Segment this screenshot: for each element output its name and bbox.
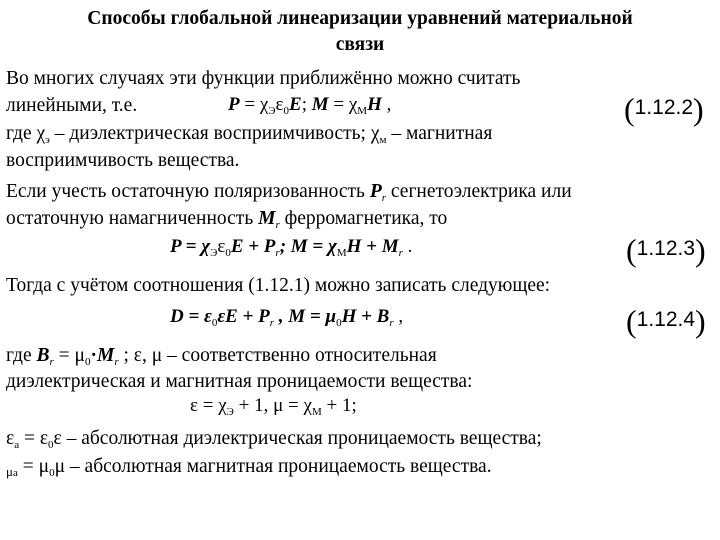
- paragraph-2-line-1: где $\chi_э$ – диэлектрическая восприимчивость; $\chi_м$ – магнитная: [6, 123, 493, 146]
- paragraph-5-line-1: где $B_r = \mu_0\cdot M_r$ ; ε, μ – соответственно относительная: [6, 345, 437, 368]
- equation-number-1-12-4: (1.12.4): [626, 303, 706, 339]
- page-title: Способы глобальной линеаризации уравнений материальной: [87, 8, 633, 29]
- paragraph-1-line-1: Во многих случаях эти функции приближённо можно считать: [6, 68, 521, 89]
- equation-1-12-4: $D = \varepsilon_0\varepsilon E + P_r$ , $M = \mu_0H + B_r$ ,: [170, 306, 404, 329]
- equation-1-12-2: $P = \chi_Э\varepsilon_0E$; $M = \chi_MH$ ,: [228, 94, 392, 117]
- equation-number-1-12-2: (1.12.2): [624, 91, 704, 127]
- equation-permittivity-permeability: $\varepsilon = \chi_Э + 1$, $\mu = \chi_M + 1$;: [190, 395, 357, 418]
- paragraph-2-line-2: восприимчивость вещества.: [6, 150, 240, 171]
- paragraph-3-line-2: остаточную намагниченность $M_r$ ферромагнетика, то: [6, 208, 448, 231]
- equation-number-1-12-3: (1.12.3): [626, 232, 706, 268]
- paragraph-7-line-1: $_{\mu a} = \mu_0\mu$ – абсолютная магнитная проницаемость вещества.: [6, 456, 492, 479]
- paragraph-6-line-1: $\varepsilon_a = \varepsilon_0\varepsilon$ – абсолютная диэлектрическая проницаемость вещества;: [6, 428, 542, 451]
- page-title-line2: связи: [335, 34, 385, 55]
- paragraph-3-line-1: Если учесть остаточную поляризованность $P_r$ сегнетоэлектрика или: [6, 181, 572, 204]
- equation-1-12-3: $P = \chi_Э\varepsilon_0E + P_r$; $M = \chi_MH + M_r$ .: [170, 236, 413, 259]
- paragraph-4-line-1: Тогда с учётом соотношения (1.12.1) можно записать следующее:: [6, 275, 551, 296]
- paragraph-5-line-2: диэлектрическая и магнитная проницаемости вещества:: [6, 371, 473, 392]
- paragraph-1-line-2: линейными, т.е.: [6, 95, 138, 116]
